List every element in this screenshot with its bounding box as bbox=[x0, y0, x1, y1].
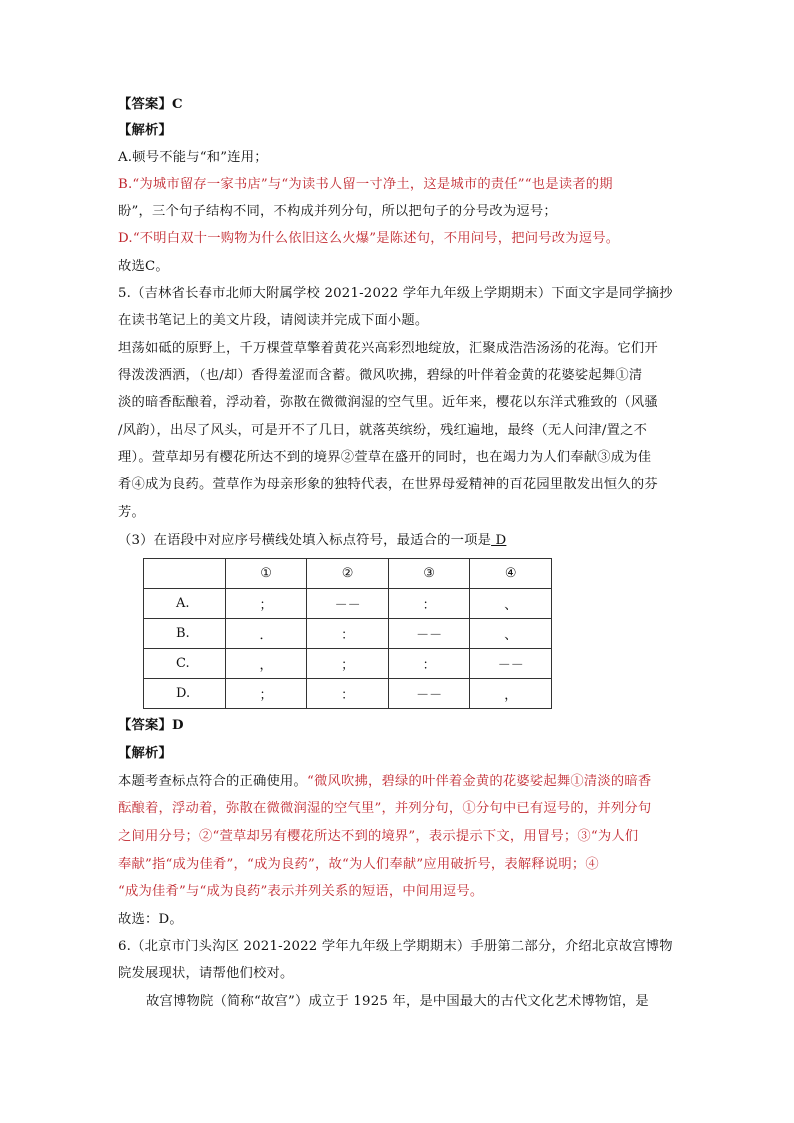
q5-passage-line: 肴④成为良药。萱草作为母亲形象的独特代表，在世界母爱精神的百花园里散发出恒久的芬 bbox=[118, 477, 658, 492]
q5-analysis-line-1 bbox=[118, 771, 651, 793]
table-header-cell bbox=[144, 559, 226, 589]
table-header-cell: ④ bbox=[470, 559, 552, 589]
q5-passage-line: 得泼泼洒洒，（也/却）香得羞涩而含蓄。微风吹拂，碧绿的叶伴着金黄的花婆娑起舞①清 bbox=[118, 368, 643, 383]
table-row bbox=[144, 589, 552, 619]
options-table bbox=[143, 558, 552, 709]
table-cell: ： bbox=[307, 619, 389, 649]
table-cell: ； bbox=[225, 679, 307, 709]
table-row bbox=[144, 649, 552, 679]
q4-analysis-b-2: 盼”，三个句子结构不同，不构成并列分句，所以把句子的分号改为逗号； bbox=[118, 204, 557, 219]
q5-passage-line: /风韵），出尽了风头，可是开不了几日，就落英缤纷，残红遍地，最终（无人问津/置之不 bbox=[118, 423, 648, 438]
table-cell: ， bbox=[470, 679, 552, 709]
table-cell: ； bbox=[307, 649, 389, 679]
table-header-cell: ② bbox=[307, 559, 389, 589]
table-cell: －－ bbox=[307, 589, 389, 619]
q5-analysis-quote: “微风吹拂，碧绿的叶伴着金黄的花婆娑起舞①清淡的暗香 bbox=[306, 774, 652, 789]
table-cell: －－ bbox=[388, 679, 470, 709]
table-header-cell: ① bbox=[225, 559, 307, 589]
option-label: D. bbox=[144, 679, 226, 709]
q4-answer-line bbox=[118, 94, 183, 116]
q5-analysis-intro: 本题考查标点符合的正确使用。 bbox=[118, 774, 307, 789]
q4-analysis-b-1: B.“为城市留存一家书店”与“为读书人留一寸净土，这是城市的责任”“也是读者的期 bbox=[118, 177, 613, 192]
q5-conclusion: 故选：D。 bbox=[118, 912, 183, 927]
q4-conclusion: 故选C。 bbox=[118, 259, 169, 274]
q4-answer-prefix: 【答案】 bbox=[118, 97, 172, 112]
option-label: C. bbox=[144, 649, 226, 679]
q5-analysis-line-3: 之间用分号；②“萱草却另有樱花所达不到的境界”，表示提示下文，用冒号；③“为人们 bbox=[118, 829, 639, 844]
q5-passage-line: 坦荡如砥的原野上，千万棵萱草擎着黄花兴高彩烈地绽放，汇聚成浩浩汤汤的花海。它们开 bbox=[118, 341, 658, 356]
q5-answer-prefix: 【答案】 bbox=[118, 718, 172, 733]
option-label: A. bbox=[144, 589, 226, 619]
q5-header-1: 5.（吉林省长春市北师大附属学校 2021-2022 学年九年级上学期期末）下面文字是同学摘抄 bbox=[118, 286, 673, 301]
q5-analysis-line-2: 酝酿着，浮动着，弥散在微微润湿的空气里”，并列分句，①分句中已有逗号的，并列分句 bbox=[118, 801, 652, 816]
q5-answer-value: D bbox=[172, 718, 184, 733]
table-cell: 、 bbox=[470, 619, 552, 649]
table-cell: －－ bbox=[470, 649, 552, 679]
q5-analysis-line-4: 奉献”指“成为佳肴”，“成为良药”，故“为人们奉献”应用破折号，表解释说明；④ bbox=[118, 857, 599, 872]
q5-answer-line bbox=[118, 715, 184, 737]
table-cell: ， bbox=[225, 649, 307, 679]
q4-analysis-d: D.“不明白双十一购物为什么依旧这么火爆”是陈述句，不用问号，把问号改为逗号。 bbox=[118, 231, 620, 246]
table-cell: ： bbox=[307, 679, 389, 709]
table-header-cell: ③ bbox=[388, 559, 470, 589]
q6-header-2: 院发展现状，请帮他们校对。 bbox=[118, 966, 294, 981]
q5-sub-question-text: （3）在语段中对应序号横线处填入标点符号，最适合的一项是 bbox=[118, 533, 492, 548]
q5-passage-line: 淡的暗香酝酿着，浮动着，弥散在微微润湿的空气里。近年来，樱花以东洋式雅致的（风骚 bbox=[118, 395, 658, 410]
table-cell: ； bbox=[225, 589, 307, 619]
q5-sub-answer: D bbox=[491, 533, 507, 548]
q4-answer-value: C bbox=[172, 97, 183, 112]
table-cell: ： bbox=[388, 589, 470, 619]
q5-analysis-title: 【解析】 bbox=[118, 746, 172, 761]
table-header-row bbox=[144, 559, 552, 589]
table-row bbox=[144, 619, 552, 649]
q5-passage-line: 理）。萱草却另有樱花所达不到的境界②萱草在盛开的同时，也在竭力为人们奉献③成为佳 bbox=[118, 450, 652, 465]
q5-analysis-line-5: “成为佳肴”与“成为良药”表示并列关系的短语，中间用逗号。 bbox=[118, 884, 484, 899]
q5-passage-line: 芳。 bbox=[118, 505, 145, 520]
q4-analysis-title: 【解析】 bbox=[118, 123, 172, 138]
table-cell: ： bbox=[388, 649, 470, 679]
q5-header-2: 在读书笔记上的美文片段，请阅读并完成下面小题。 bbox=[118, 313, 429, 328]
table-cell: ． bbox=[225, 619, 307, 649]
q5-sub-question bbox=[118, 530, 506, 552]
table-row bbox=[144, 679, 552, 709]
q6-header-1: 6.（北京市门头沟区 2021-2022 学年九年级上学期期末）手册第二部分，介绍北京故宫博物 bbox=[118, 939, 673, 954]
q6-body-line: 故宫博物院（简称“故宫”）成立于 1925 年，是中国最大的古代文化艺术博物馆，是 bbox=[146, 994, 649, 1009]
table-cell: 、 bbox=[470, 589, 552, 619]
q4-analysis-a: A.顿号不能与“和”连用； bbox=[118, 150, 268, 165]
option-label: B. bbox=[144, 619, 226, 649]
table-cell: －－ bbox=[388, 619, 470, 649]
